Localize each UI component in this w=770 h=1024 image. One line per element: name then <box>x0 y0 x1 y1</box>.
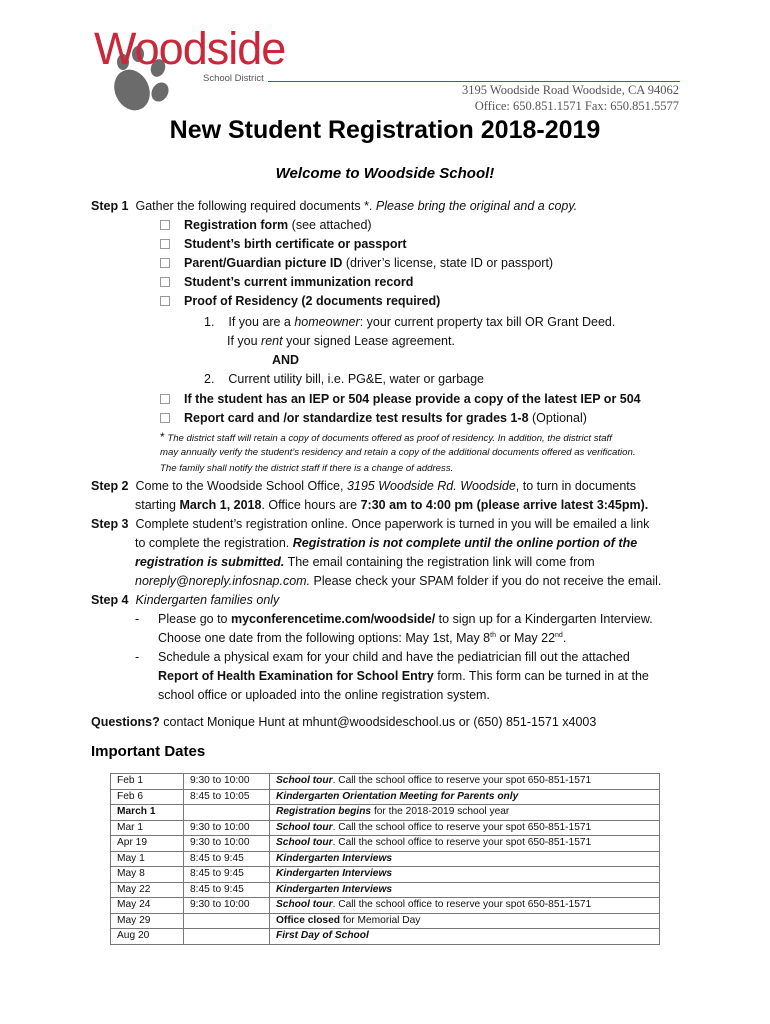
table-row: March 1 Registration begins for the 2018-2019 school year <box>111 805 660 821</box>
district-logo-subtitle: School District <box>203 73 264 84</box>
checklist-item: Proof of Residency (2 documents required) <box>160 292 440 311</box>
residency-note: * The district staff will retain a copy of documents offered as proof of residency. In addition, the district staff <box>160 430 612 444</box>
table-row: May 1 8:45 to 9:45 Kindergarten Interviews <box>111 851 660 867</box>
district-address: 3195 Woodside Road Woodside, CA 94062 <box>462 83 679 97</box>
checkbox-icon[interactable] <box>160 296 170 306</box>
step4-bullet-dash: - <box>135 612 140 626</box>
step3-label: Step 3 <box>91 517 129 531</box>
step1-intro: Step 1 Gather the following required documents *. Please bring the original and a copy. <box>91 199 578 213</box>
step3-line2: to complete the registration. Registration is not complete until the online portion of the <box>135 536 638 550</box>
checklist-item: Student’s birth certificate or passport <box>160 235 407 254</box>
table-row: May 8 8:45 to 9:45 Kindergarten Interviews <box>111 867 660 883</box>
page-title: New Student Registration 2018-2019 <box>169 116 601 144</box>
table-row: May 29 Office closed for Memorial Day <box>111 913 660 929</box>
district-logo-wordmark: Woodside <box>94 23 286 74</box>
table-row: May 24 9:30 to 10:00 School tour. Call the school office to reserve your spot 650-851-1571 <box>111 898 660 914</box>
checkbox-icon[interactable] <box>160 277 170 287</box>
checklist-item: Report card and /or standardize test results for grades 1-8 (Optional) <box>160 409 587 428</box>
header-divider <box>268 81 680 82</box>
checklist-item: If the student has an IEP or 504 please provide a copy of the latest IEP or 504 <box>160 390 641 409</box>
step4-bullet2-line3: school office or uploaded into the online registration system. <box>158 688 490 702</box>
step4-bullet2-line1: Schedule a physical exam for your child and have the pediatrician fill out the attached <box>158 650 630 664</box>
questions-contact: Questions? contact Monique Hunt at mhunt@woodsideschool.us or (650) 851-1571 x4003 <box>91 715 597 729</box>
step2-line1: Step 2 Come to the Woodside School Office, 3195 Woodside Rd. Woodside, to turn in documents <box>91 479 636 493</box>
important-dates-table <box>110 773 660 945</box>
conference-link[interactable]: myconferencetime.com/woodside/ <box>230 612 436 626</box>
step4-bullet1-line1: Please go to myconferencetime.com/woodside/ to sign up for a Kindergarten Interview. <box>158 612 653 626</box>
checkbox-icon[interactable] <box>160 258 170 268</box>
residency-note: The family shall notify the district staff if there is a change of address. <box>160 463 454 474</box>
residency-note: may annually verify the student’s residency and retain a copy of the additional documents offered as verification. <box>160 447 636 458</box>
checklist-item: Parent/Guardian picture ID (driver’s license, state ID or passport) <box>160 254 553 273</box>
residency-option-2: 2. Current utility bill, i.e. PG&E, water or garbage <box>204 372 485 386</box>
checkbox-icon[interactable] <box>160 220 170 230</box>
step2-line2: starting March 1, 2018. Office hours are 7:30 am to 4:00 pm (please arrive latest 3:45pm). <box>135 498 649 512</box>
page-subtitle: Welcome to Woodside School! <box>275 165 495 182</box>
checkbox-icon[interactable] <box>160 394 170 404</box>
step3-line3: registration is submitted. The email containing the registration link will come from <box>135 555 595 569</box>
important-dates-heading: Important Dates <box>91 743 206 760</box>
table-row: Apr 19 9:30 to 10:00 School tour. Call the school office to reserve your spot 650-851-1571 <box>111 836 660 852</box>
residency-option-1: 1. If you are a homeowner: your current property tax bill OR Grant Deed. <box>204 315 616 329</box>
district-phone-fax: Office: 650.851.1571 Fax: 650.851.5577 <box>474 99 679 113</box>
step4-intro: Step 4 Kindergarten families only <box>91 593 280 607</box>
step1-label: Step 1 <box>91 199 129 213</box>
checkbox-icon[interactable] <box>160 239 170 249</box>
checkbox-icon[interactable] <box>160 413 170 423</box>
table-row: Feb 1 9:30 to 10:00 School tour. Call the school office to reserve your spot 650-851-1571 <box>111 774 660 790</box>
step4-bullet2-line2: Report of Health Examination for School Entry form. This form can be turned in at the <box>158 669 649 683</box>
table-row: Aug 20 First Day of School <box>111 929 660 945</box>
residency-option-1-rent: If you rent your signed Lease agreement. <box>227 334 455 348</box>
table-row: Feb 6 8:45 to 10:05 Kindergarten Orientation Meeting for Parents only <box>111 789 660 805</box>
step3-line1: Step 3 Complete student’s registration online. Once paperwork is turned in you will be emailed a link <box>91 517 650 531</box>
checklist-item: Registration form (see attached) <box>160 216 372 235</box>
step4-label: Step 4 <box>91 593 129 607</box>
step4-bullet1-line2: Choose one date from the following options: May 1st, May 8th or May 22nd. <box>158 631 567 645</box>
noreply-email: noreply@noreply.infosnap.com. <box>135 574 311 588</box>
step2-label: Step 2 <box>91 479 129 493</box>
step3-line4: noreply@noreply.infosnap.com. Please check your SPAM folder if you do not receive the email. <box>135 574 662 588</box>
table-row: Mar 1 9:30 to 10:00 School tour. Call the school office to reserve your spot 650-851-1571 <box>111 820 660 836</box>
table-row: May 22 8:45 to 9:45 Kindergarten Interviews <box>111 882 660 898</box>
step4-bullet-dash: - <box>135 650 140 664</box>
checklist-item: Student’s current immunization record <box>160 273 413 292</box>
residency-and: AND <box>272 353 300 367</box>
